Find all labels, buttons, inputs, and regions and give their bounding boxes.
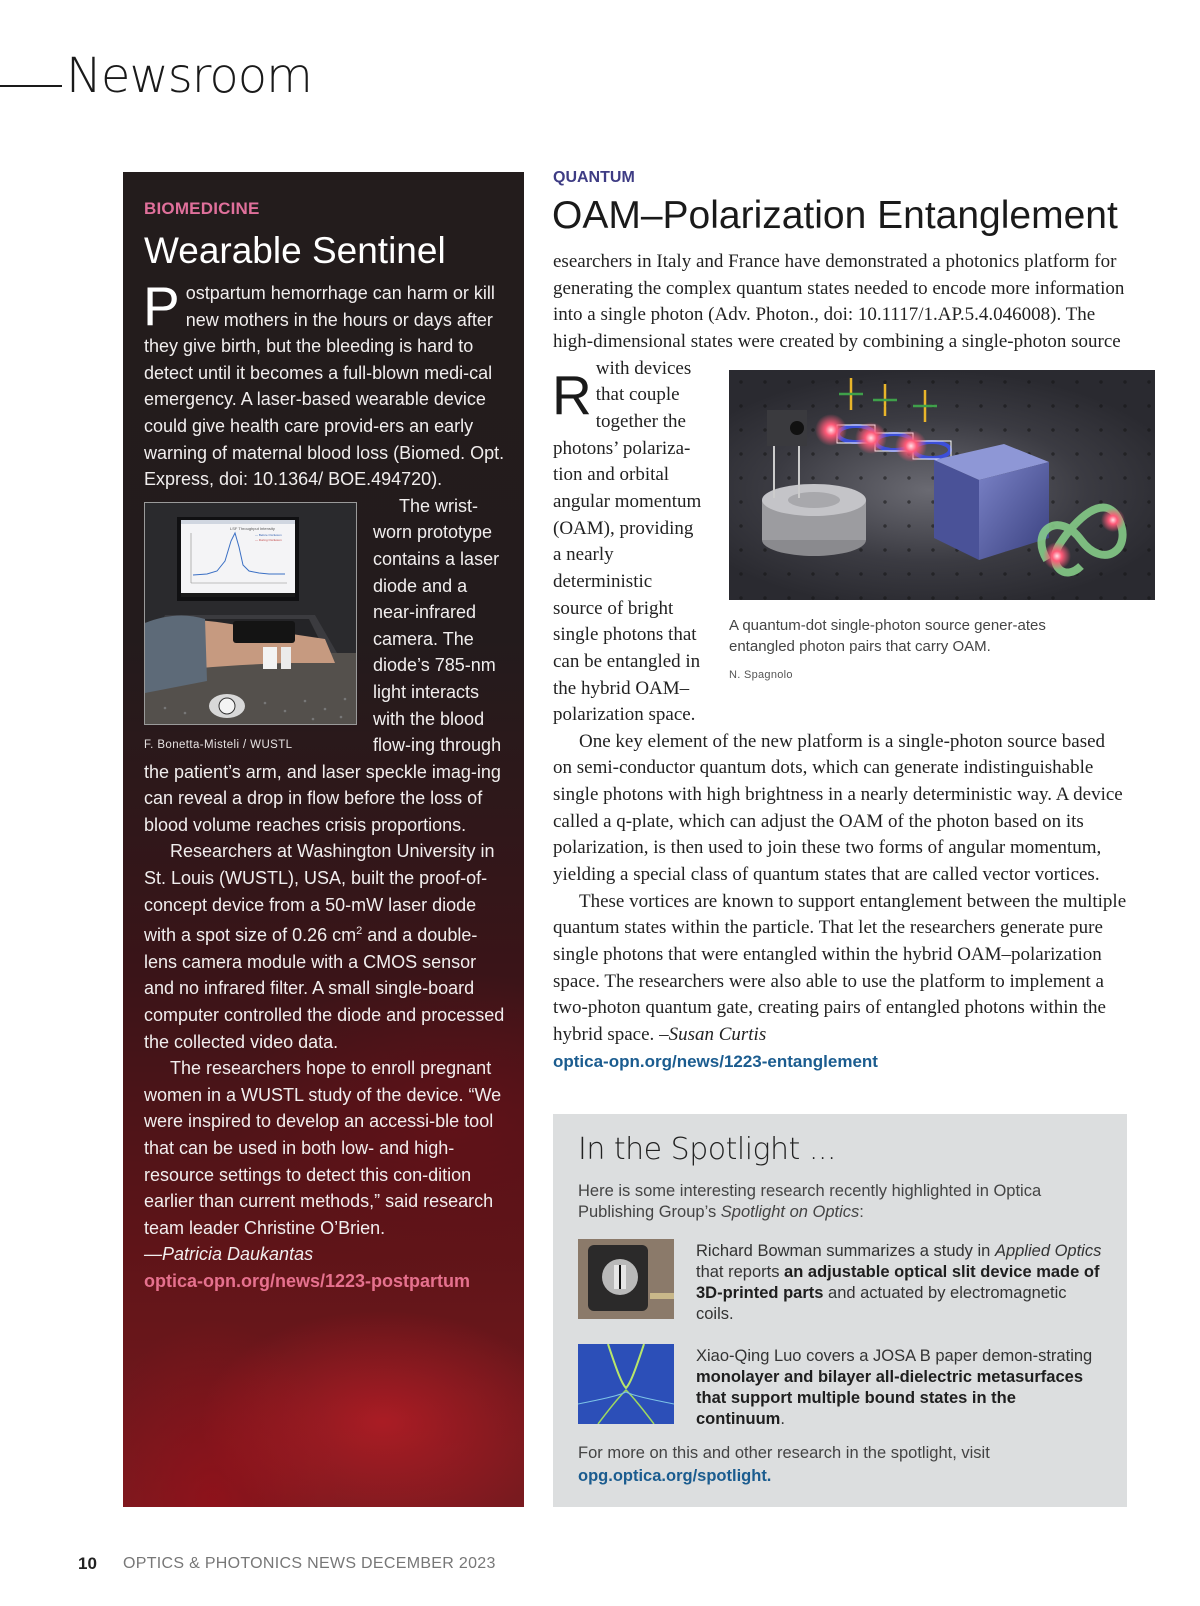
main-title: OAM–Polarization Entanglement (552, 194, 1118, 237)
main-paragraph-2: One key element of the new platform is a single-photon source based on semi-conductor quantum dots, which can generate indistinguishable single photons with high brightness in a nearly deterministic way. A device called a q-plate, which can adjust the OAM of the photon based on its polarization, is then used to join these two forms of angular momentum, yielding a special class of quantum states that are called vector vortices. (553, 730, 1123, 886)
main-body (553, 249, 1127, 1075)
sidebar-body (143, 275, 506, 1295)
spotlight-item-2-text: Xiao-Qing Luo covers a JOSA B paper demon-strating monolayer and bilayer all-dielectric metasurfaces that support multiple bound states in the continuum. (696, 1347, 1093, 1428)
main-link[interactable]: optica-opn.org/news/1223-entanglement (553, 1051, 878, 1071)
sidebar-photo-credit: F. Bonetta-Misteli / WUSTL (144, 738, 293, 751)
header-rule (0, 85, 62, 87)
sidebar-signature: —Patricia Daukantas (144, 1244, 314, 1265)
main-figure-credit: N. Spagnolo (729, 669, 793, 681)
optical-slit-thumbnail (578, 1239, 674, 1319)
main-signature: –Susan Curtis (659, 1024, 767, 1046)
quantum-setup-illustration (729, 370, 1155, 600)
main-kicker: QUANTUM (553, 169, 635, 186)
spotlight-title: In the Spotlight ... (578, 1132, 836, 1167)
spotlight-item-metasurfaces[interactable] (578, 1344, 1098, 1428)
spotlight-footer: For more on this and other research in the spotlight, visit opg.optica.org/spotlight. (578, 1444, 990, 1485)
sidebar-title: Wearable Sentinel (144, 230, 446, 271)
main-paragraph-3: These vortices are known to support entanglement between the multiple quantum states within the particle. That let the researchers generate pure single photons that were entangled within the hybrid OAM–polarization space. The researchers were also able to use the platform to implement a two-photon quantum gate, creating pairs of entangled photons within the hybrid space. –Susan Curtis (553, 890, 1127, 1046)
main-figure (729, 370, 1155, 679)
quantum-dot-photo (729, 370, 1155, 600)
sidebar-dropcap: P (143, 275, 180, 337)
screen-legend-1: — Before Occlusion (255, 532, 282, 537)
screen-legend-2: — During Occlusion (255, 537, 282, 542)
section-title: Newsroom (66, 48, 312, 104)
metasurface-thumbnail (578, 1344, 674, 1424)
sidebar-paragraph-2: The wrist-worn prototype contains a laser diode and a near-infrared camera. The diode’s 785-nm light interacts with the blood flow-ing through the patient’s arm, and laser speckle imag-ing can reveal a drop in flow before the loss of blood volume reaches crisis proportions. (144, 495, 502, 835)
main-figure-caption: A quantum-dot single-photon source gener-ates entangled photon pairs that carry OAM. (729, 617, 1046, 655)
main-dropcap: R (552, 364, 592, 426)
spotlight-intro: Here is some interesting research recently highlighted in Optica Publishing Group’s Spotlight on Optics: (578, 1182, 1042, 1221)
spotlight-item-slit-device[interactable] (578, 1239, 1102, 1323)
sidebar-paragraph-1: Postpartum hemorrhage can harm or kill new mothers in the hours or days after they give birth, but the bleeding is hard to detect until it becomes a full-blown medi-cal emergency. A laser-based wearable device could give health care provid-ers an early warning of maternal blood loss (Biomed. Opt. Express, doi: 10.1364/ BOE.494720). (143, 275, 505, 490)
spotlight-box (553, 1114, 1127, 1507)
wearable-device-photo (144, 502, 357, 725)
sidebar-paragraph-3: Researchers at Washington University in St. Louis (WUSTL), USA, built the proof-of-concept device from a 50-mW laser diode with a spot size of 0.26 $cm^2$ and a double-lens camera module with a CMOS sensor and no infrared filter. A small single-board computer controlled the diode and processed the collected video data. (144, 841, 505, 1052)
main-paragraph-1: R esearchers in Italy and France have demonstrated a photonics platform for generating the complex quantum states needed to encode more information into a single photon (Adv. Photon., doi: 10.1117/1.AP.5.4.046008). The high-dimensional states were created by combining a single-photon source with devices that couple together the photons’ polariza-tion and orbital angular momentum (OAM), providing a nearly deterministic source of bright single photons that can be entangled in the hybrid OAM–polarization space. (552, 251, 1125, 726)
screen-plot-title: LSF Throughput Intensity (230, 525, 275, 531)
sidebar-figure (144, 502, 357, 753)
wearable-device-illustration (145, 503, 356, 724)
spotlight-item-1-text: Richard Bowman summarizes a study in Applied Optics that reports an adjustable optical slit device made of 3D-printed parts and actuated by electromagnetic coils. (696, 1242, 1102, 1323)
sidebar-article (123, 172, 524, 1507)
sidebar-kicker: BIOMEDICINE (144, 199, 260, 218)
magazine-footer: OPTICS & PHOTONICS NEWS DECEMBER 2023 (123, 1555, 496, 1572)
sidebar-link[interactable]: optica-opn.org/news/1223-postpartum (144, 1270, 471, 1291)
sidebar-paragraph-4: The researchers hope to enroll pregnant women in a WUSTL study of the device. “We were inspired to develop an accessi-ble tool that can be used in both low- and high-resource settings to detect this con-dition earlier than current methods,” said research team leader Christine O’Brien. (144, 1058, 502, 1238)
spotlight-link[interactable]: opg.optica.org/spotlight. (578, 1467, 772, 1485)
page-number: 10 (78, 1554, 97, 1573)
